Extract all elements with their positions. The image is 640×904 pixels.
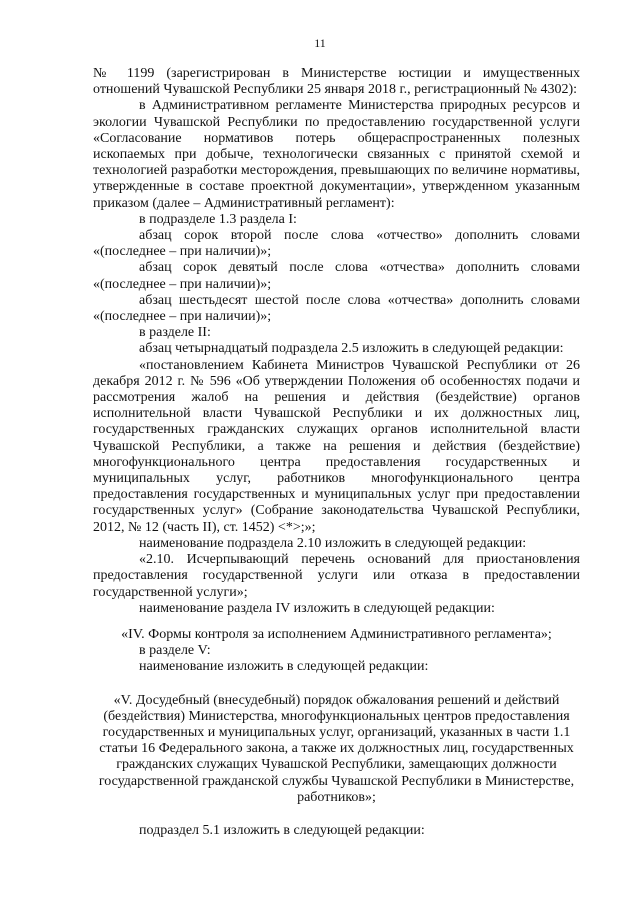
paragraph-4: абзац сорок второй после слова «отчество» дополнить словами «(последнее – при наличии)»; (93, 228, 580, 260)
paragraph-2: в Административном регламенте Министерства природных ресурсов и экологии Чувашской Республики по предоставлению государственной услуги «Согласование нормативов потерь общераспространенных полезных ископаемых при добыче, технологически связанных с принятой схемой и технологией разработки месторождения, превышающих по величине нормативы, утвержденные в составе проектной документации», утвержденном указанным приказом (далее – Административный регламент): (93, 98, 580, 211)
section-v-heading: «V. Досудебный (внесудебный) порядок обжалования решений и действий (бездействия) Министерства, многофункциональных центров предоставления государственных и муниципальных услуг, организаций, указанных в части 1.1 статьи 16 Федерального закона, а также их должностных лиц, государственных гражданских служащих Чувашской Республики, замещающих должности государственной гражданской службы Чувашской Республики в Министерстве, работников»; (98, 692, 575, 805)
spacer (93, 617, 580, 627)
paragraph-10: наименование подраздела 2.10 изложить в следующей редакции: (139, 535, 527, 551)
spacer (93, 676, 580, 693)
page-number: 11 (314, 36, 326, 50)
paragraph-3: в подразделе 1.3 раздела I: (139, 211, 297, 227)
paragraph-1: № 1199 (зарегистрирован в Министерстве юстиции и имущественных отношений Чувашской Республики 25 января 2018 г., регистрационный № 4302): (93, 66, 580, 98)
paragraph-5: абзац сорок девятый после слова «отчества» дополнить словами «(последнее – при наличии)»; (93, 260, 580, 292)
paragraph-9: «постановлением Кабинета Министров Чувашской Республики от 26 декабря 2012 г. № 596 «Об утверждении Положения об особенностях подачи и рассмотрения жалоб на решения и действия (бездействие) органов исполнительной власти Чувашской Республики и их должностных лиц, государственных гражданских служащих органов исполнительной власти Чувашской Республики, а также на решения и действия (бездействие) многофункционального центра предоставления государственных и муниципальных услуг, работников многофункционального центра предоставления государственных и муниципальных услуг при предоставлении государственных услуг» (Собрание законодательства Чувашской Республики, 2012, № 12 (часть II), ст. 1452) <*>;»; (93, 357, 580, 535)
paragraph-17: подраздел 5.1 изложить в следующей редакции: (139, 822, 425, 838)
section-iv-heading: «IV. Формы контроля за исполнением Административного регламента»; (121, 626, 552, 642)
document-body (93, 66, 580, 839)
paragraph-14: в разделе V: (139, 643, 211, 659)
paragraph-7: в разделе II: (139, 325, 211, 341)
spacer (93, 806, 580, 823)
paragraph-8: абзац четырнадцатый подраздела 2.5 изложить в следующей редакции: (139, 341, 564, 357)
paragraph-12: наименование раздела IV изложить в следующей редакции: (139, 600, 495, 616)
paragraph-6: абзац шестьдесят шестой после слова «отчества» дополнить словами «(последнее – при наличии)»; (93, 292, 580, 325)
paragraph-11: «2.10. Исчерпывающий перечень оснований для приостановления предоставления государственной услуги или отказа в предоставлении государственной услуги»; (93, 552, 580, 600)
paragraph-15: наименование изложить в следующей редакции: (139, 659, 429, 675)
